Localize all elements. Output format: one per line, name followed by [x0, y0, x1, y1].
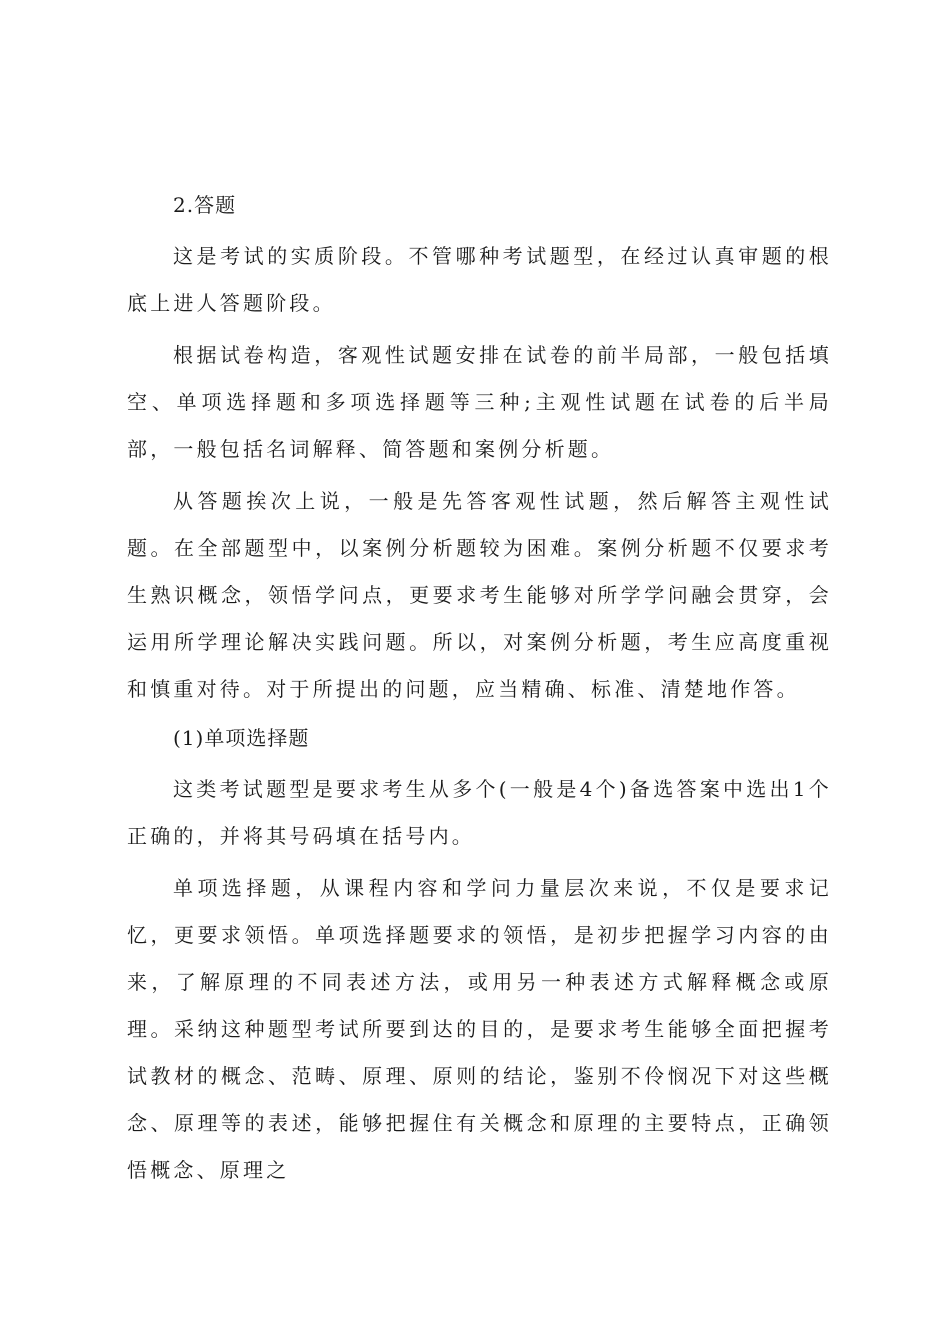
paragraph-answering-stage: 这是考试的实质阶段。不管哪种考试题型，在经过认真审题的根底上进人答题阶段。: [127, 244, 832, 315]
paragraph-single-choice-definition: 这类考试题型是要求考生从多个(一般是4个)备选答案中选出1个正确的，并将其号码填在括号内。: [127, 777, 832, 848]
subsection-heading: (1)单项选择题: [173, 726, 310, 750]
document-body: [127, 185, 832, 1194]
paragraph-paper-structure: 根据试卷构造，客观性试题安排在试卷的前半局部，一般包括填空、单项选择题和多项选择题等三种;主观性试题在试卷的后半局部，一般包括名词解释、简答题和案例分析题。: [127, 343, 832, 461]
paragraph-answer-order: 从答题挨次上说，一般是先答客观性试题，然后解答主观性试题。在全部题型中，以案例分析题较为困难。案例分析题不仅要求考生熟识概念，领悟学问点，更要求考生能够对所学学问融会贯穿，会运用所学理论解决实践问题。所以，对案例分析题，考生应高度重视和慎重对待。对于所提出的问题，应当精确、标准、清楚地作答。: [127, 489, 832, 701]
section-heading: 2.答题: [173, 193, 237, 217]
paragraph-single-choice-requirements: 单项选择题，从课程内容和学问力量层次来说，不仅是要求记忆，更要求领悟。单项选择题要求的领悟，是初步把握学习内容的由来，了解原理的不同表述方法，或用另一种表述方式解释概念或原理。采纳这种题型考试所要到达的目的，是要求考生能够全面把握考试教材的概念、范畴、原理、原则的结论，鉴别不伶悯况下对这些概念、原理等的表述，能够把握住有关概念和原理的主要特点，正确领悟概念、原理之: [127, 876, 832, 1182]
